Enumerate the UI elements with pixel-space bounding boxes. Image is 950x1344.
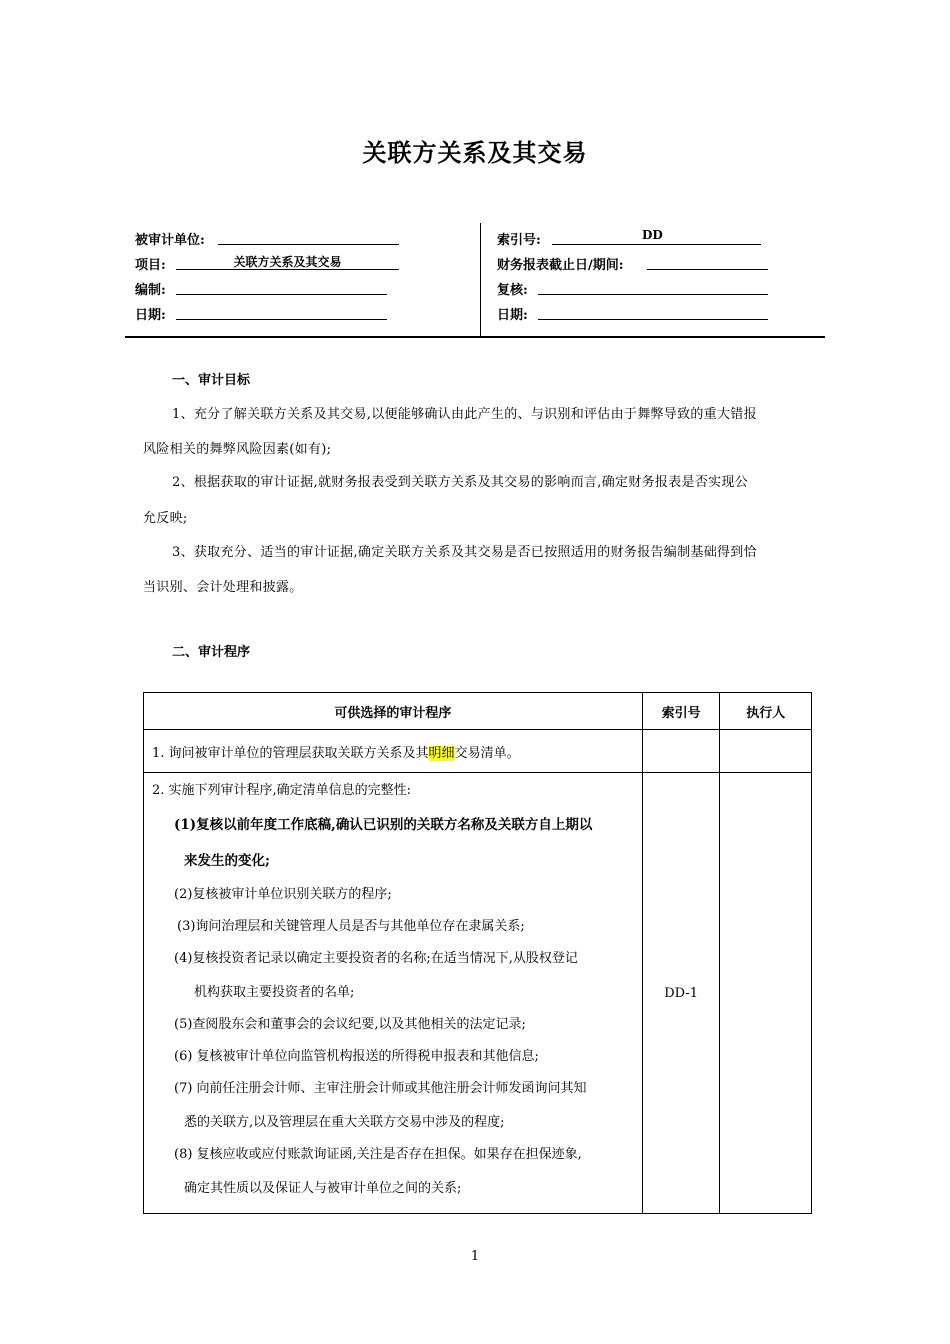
table-row <box>144 730 812 773</box>
index-field[interactable] <box>552 228 761 245</box>
section-2-heading: 二、审计程序 <box>172 645 251 660</box>
procedure-1-index[interactable] <box>642 730 720 773</box>
date-right-label: 日期: <box>497 308 528 323</box>
index-label: 索引号: <box>497 233 541 248</box>
table-header-row <box>144 693 812 730</box>
col-executor-header: 执行人 <box>720 693 812 730</box>
objective-1-line-1: 1、充分了解关联方关系及其交易,以便能够确认由此产生的、与识别和评估由于舞弊导致的重大错报 <box>172 407 757 422</box>
objective-3-line-2: 当识别、会计处理和披露。 <box>143 580 303 595</box>
procedure-2-item-6: (6) 复核被审计单位向监管机构报送的所得税申报表和其他信息; <box>174 1049 539 1064</box>
procedure-table <box>143 692 812 1214</box>
procedure-2-item-4-line-1: (4)复核投资者记录以确定主要投资者的名称;在适当情况下,从股权登记 <box>174 951 578 966</box>
header-bottom-rule <box>125 336 825 338</box>
procedure-2-item-4-line-2: 机构获取主要投资者的名单; <box>194 985 355 1000</box>
procedure-1-suffix: 交易清单。 <box>454 745 520 761</box>
document-title: 关联方关系及其交易 <box>362 138 588 167</box>
date-left-label: 日期: <box>135 308 166 323</box>
procedure-2-item-8-line-1: (8) 复核应收或应付账款询证函,关注是否存在担保。如果存在担保迹象, <box>174 1147 582 1162</box>
procedure-2-item-1-line-2: 来发生的变化; <box>184 853 270 869</box>
procedure-1-cell <box>144 730 643 773</box>
procedure-1-executor[interactable] <box>720 730 812 773</box>
date-right-field[interactable] <box>538 303 768 320</box>
procedure-2-item-5: (5)查阅股东会和董事会的会议纪要,以及其他相关的法定记录; <box>174 1017 526 1032</box>
objective-2-line-2: 允反映; <box>143 511 188 526</box>
index-value: DD <box>642 228 663 242</box>
procedure-2-item-7-line-2: 悉的关联方,以及管理层在重大关联方交易中涉及的程度; <box>184 1115 505 1130</box>
procedure-1-prefix: 1. 询问被审计单位的管理层获取关联方关系及其 <box>152 745 429 761</box>
auditee-label: 被审计单位: <box>135 233 205 248</box>
procedure-2-cell <box>144 773 643 1214</box>
date-left-field[interactable] <box>176 303 387 320</box>
page-number: 1 <box>470 1249 480 1264</box>
project-label: 项目: <box>135 258 166 273</box>
project-value: 关联方关系及其交易 <box>233 255 342 269</box>
period-field[interactable] <box>647 253 768 270</box>
procedure-2-executor[interactable] <box>720 773 812 1214</box>
preparer-label: 编制: <box>135 283 166 298</box>
period-label: 财务报表截止日/期间: <box>497 258 624 273</box>
review-field[interactable] <box>538 278 768 295</box>
preparer-field[interactable] <box>176 278 387 295</box>
objective-1-line-2: 风险相关的舞弊风险因素(如有); <box>143 442 332 457</box>
procedure-2-index[interactable]: DD-1 <box>642 773 720 1214</box>
procedure-2-item-1-line-1: (1)复核以前年度工作底稿,确认已识别的关联方名称及关联方自上期以 <box>174 817 593 833</box>
procedure-1-highlight: 明细 <box>428 745 455 761</box>
project-field[interactable] <box>176 253 399 270</box>
procedure-2-item-8-line-2: 确定其性质以及保证人与被审计单位之间的关系; <box>184 1181 462 1196</box>
procedure-2-item-2: (2)复核被审计单位识别关联方的程序; <box>174 887 392 902</box>
procedure-2-intro: 2. 实施下列审计程序,确定清单信息的完整性: <box>152 783 412 798</box>
review-label: 复核: <box>497 283 528 298</box>
auditee-field[interactable] <box>218 228 399 245</box>
col-index-header: 索引号 <box>642 693 720 730</box>
section-1-heading: 一、审计目标 <box>172 373 251 388</box>
procedure-2-item-7-line-1: (7) 向前任注册会计师、主审注册会计师或其他注册会计师发函询问其知 <box>174 1081 587 1096</box>
procedure-2-item-3: (3)询问治理层和关键管理人员是否与其他单位存在隶属关系; <box>177 919 525 934</box>
table-row <box>144 773 812 1214</box>
objective-3-line-1: 3、获取充分、适当的审计证据,确定关联方关系及其交易是否已按照适用的财务报告编制基础得到恰 <box>172 545 757 560</box>
col-procedure-header: 可供选择的审计程序 <box>144 693 643 730</box>
header-divider <box>480 223 481 336</box>
objective-2-line-1: 2、根据获取的审计证据,就财务报表受到关联方关系及其交易的影响而言,确定财务报表是否实现公 <box>172 475 749 490</box>
